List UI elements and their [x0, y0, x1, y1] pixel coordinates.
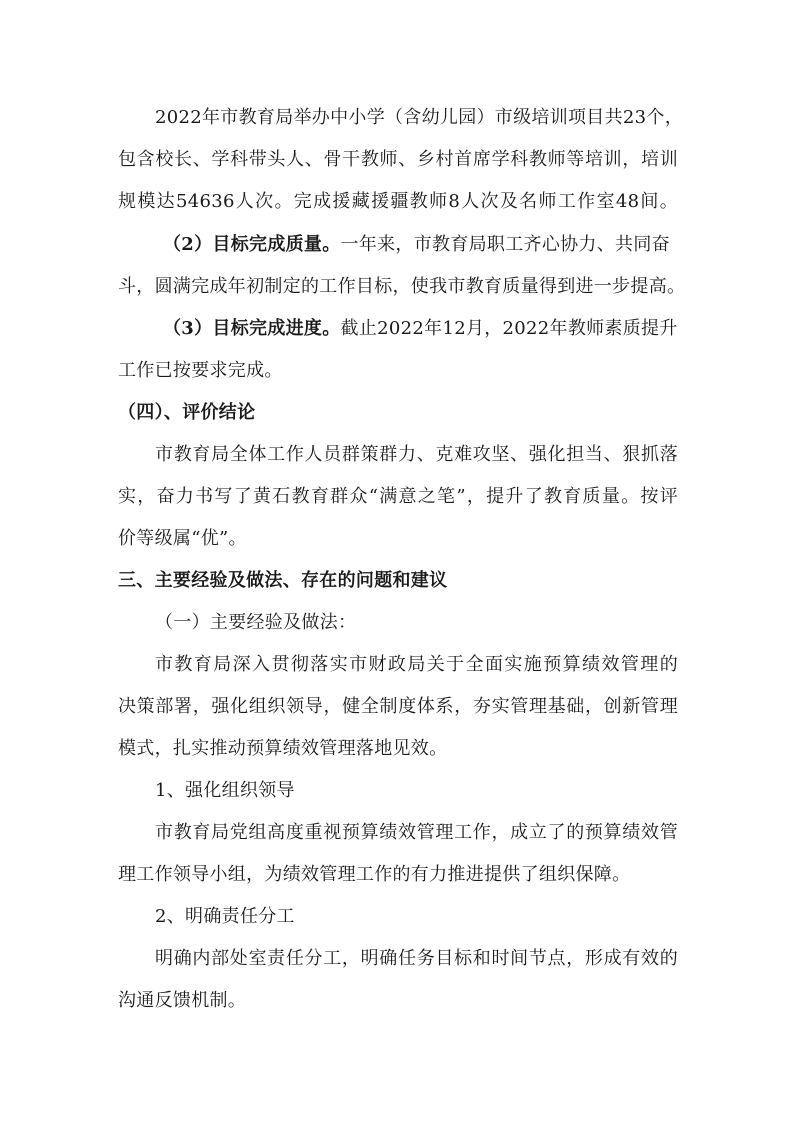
section-heading-evaluation: （四）、评价结论 — [118, 402, 256, 423]
paragraph-evaluation-line-3: 价等级属“优”。 — [118, 528, 247, 549]
paragraph-progress-line-2: 工作已按要求完成。 — [118, 360, 283, 381]
paragraph-organization-line-1: 市教育局党组高度重视预算绩效管理工作，成立了的预算绩效管 — [155, 822, 678, 843]
paragraph-progress-line-1 — [163, 316, 678, 342]
paragraph-training-line-1: 2022年市教育局举办中小学（含幼儿园）市级培训项目共23个， — [155, 107, 684, 128]
paragraph-training-line-2: 包含校长、学科带头人、骨干教师、乡村首席学科教师等培训，培训 — [118, 149, 678, 170]
paragraph-implementation-line-3: 模式，扎实推动预算绩效管理落地见效。 — [118, 738, 448, 759]
list-item-responsibility: 2、明确责任分工 — [155, 906, 295, 927]
paragraph-evaluation-line-2: 实，奋力书写了黄石教育群众“满意之笔”，提升了教育质量。按评 — [118, 486, 678, 507]
paragraph-organization-line-2: 理工作领导小组，为绩效管理工作的有力推进提供了组织保障。 — [118, 864, 631, 885]
progress-heading: （3）目标完成进度。 — [163, 318, 341, 339]
quality-heading: （2）目标完成质量。 — [163, 234, 341, 255]
paragraph-quality-line-2: 斗，圆满完成年初制定的工作目标，使我市教育质量得到进一步提高。 — [118, 276, 686, 297]
quality-text: 一年来，市教育局职工齐心协力、共同奋 — [340, 234, 670, 255]
progress-text: 截止2022年12月，2022年教师素质提升 — [340, 318, 678, 339]
subheading-main-experience: （一）主要经验及做法： — [155, 612, 357, 633]
list-item-organization: 1、强化组织领导 — [155, 780, 295, 801]
paragraph-evaluation-line-1: 市教育局全体工作人员群策群力、克难攻坚、强化担当、狠抓落 — [155, 444, 678, 465]
section-heading-experience: 三、主要经验及做法、存在的问题和建议 — [118, 570, 448, 591]
paragraph-quality-line-1 — [163, 232, 678, 258]
paragraph-implementation-line-2: 决策部署，强化组织领导，健全制度体系，夯实管理基础，创新管理 — [118, 696, 678, 717]
paragraph-implementation-line-1: 市教育局深入贯彻落实市财政局关于全面实施预算绩效管理的 — [155, 654, 678, 675]
paragraph-responsibility-line-2: 沟通反馈机制。 — [118, 990, 247, 1011]
paragraph-responsibility-line-1: 明确内部处室责任分工，明确任务目标和时间节点，形成有效的 — [155, 948, 678, 969]
paragraph-training-line-3: 规模达54636人次。完成援藏援疆教师8人次及名师工作室48间。 — [118, 191, 678, 212]
